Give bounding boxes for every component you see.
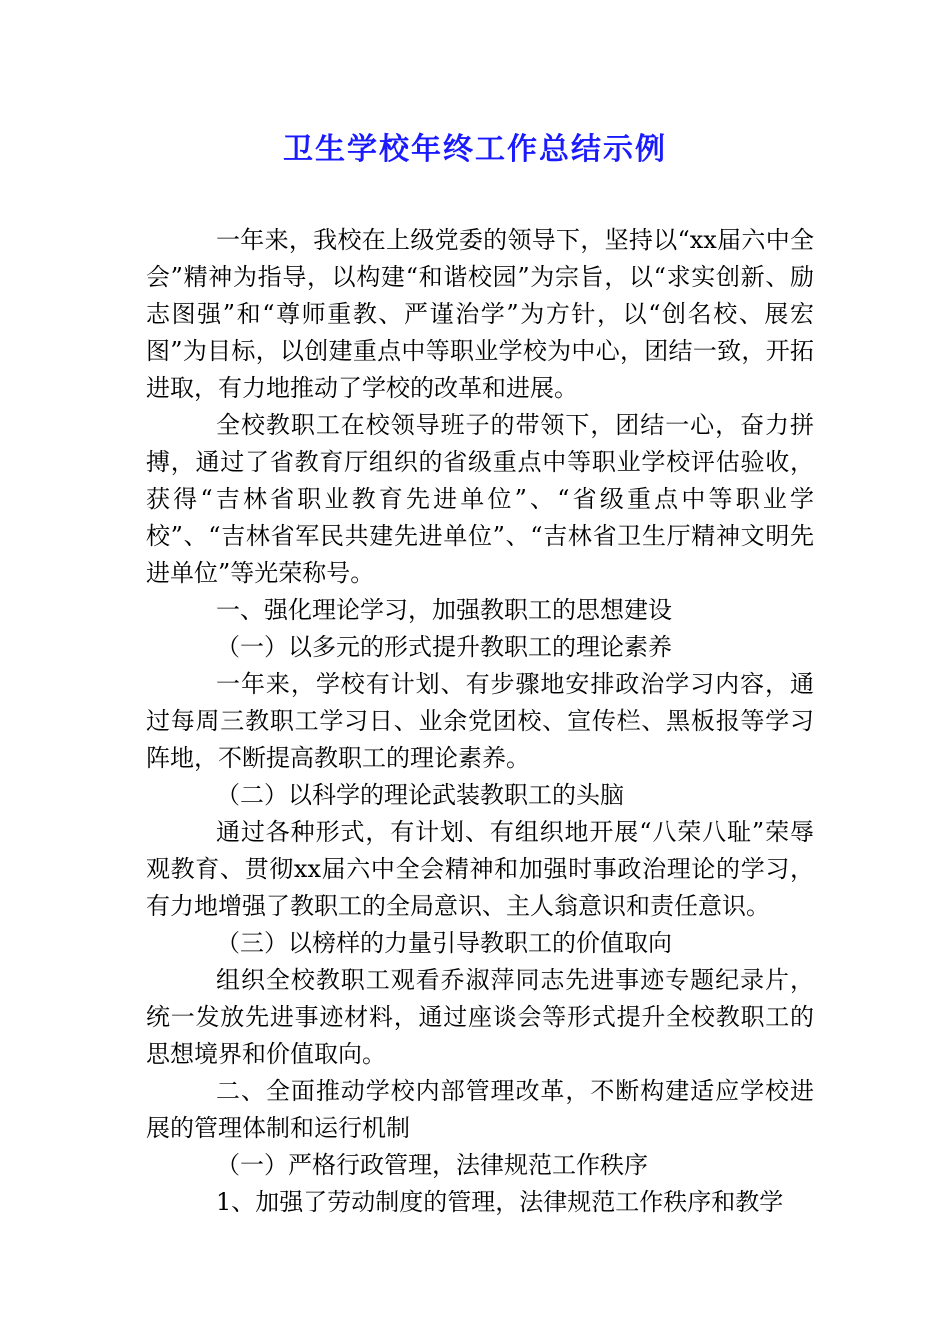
section-heading: 二、全面推动学校内部管理改革，不断构建适应学校进展的管理体制和运行机制: [146, 1077, 814, 1142]
paragraph: 一年来，学校有计划、有步骤地安排政治学习内容，通过每周三教职工学习日、业余党团校、宣传栏、黑板报等学习阵地，不断提高教职工的理论素养。: [146, 670, 814, 772]
subsection-heading: （二）以科学的理论武装教职工的头脑: [216, 781, 624, 809]
subsection-heading: （三）以榜样的力量引导教职工的价值取向: [216, 929, 672, 957]
subsection-heading: （一）以多元的形式提升教职工的理论素养: [216, 633, 672, 661]
paragraph: 通过各种形式，有计划、有组织地开展“八荣八耻”荣辱观教育、贯彻xx届六中全会精神和加强时事政治理论的学习，有力地增强了教职工的全局意识、主人翁意识和责任意识。: [146, 818, 814, 920]
subsection-heading: （一）严格行政管理，法律规范工作秩序: [216, 1151, 648, 1179]
section-heading: 一、强化理论学习，加强教职工的思想建设: [216, 596, 672, 624]
list-item: 1、加强了劳动制度的管理，法律规范工作秩序和教学: [216, 1188, 784, 1216]
document-title: 卫生学校年终工作总结示例: [283, 132, 667, 167]
paragraph: 一年来，我校在上级党委的领导下，坚持以“xx届六中全会”精神为指导，以构建“和谐校园”为宗旨，以“求实创新、励志图强”和“尊师重教、严谨治学”为方针，以“创名校、展宏图”为目标，以创建重点中等职业学校为中心，团结一致，开拓进取，有力地推动了学校的改革和进展。: [146, 226, 814, 402]
document-body: [146, 222, 814, 1221]
paragraph: 组织全校教职工观看乔淑萍同志先进事迹专题纪录片，统一发放先进事迹材料，通过座谈会等形式提升全校教职工的思想境界和价值取向。: [146, 966, 814, 1068]
paragraph: 全校教职工在校领导班子的带领下，团结一心，奋力拼搏，通过了省教育厅组织的省级重点中等职业学校评估验收，获得“吉林省职业教育先进单位”、“省级重点中等职业学校”、“吉林省军民共建先进单位”、“吉林省卫生厅精神文明先进单位”等光荣称号。: [146, 411, 814, 587]
